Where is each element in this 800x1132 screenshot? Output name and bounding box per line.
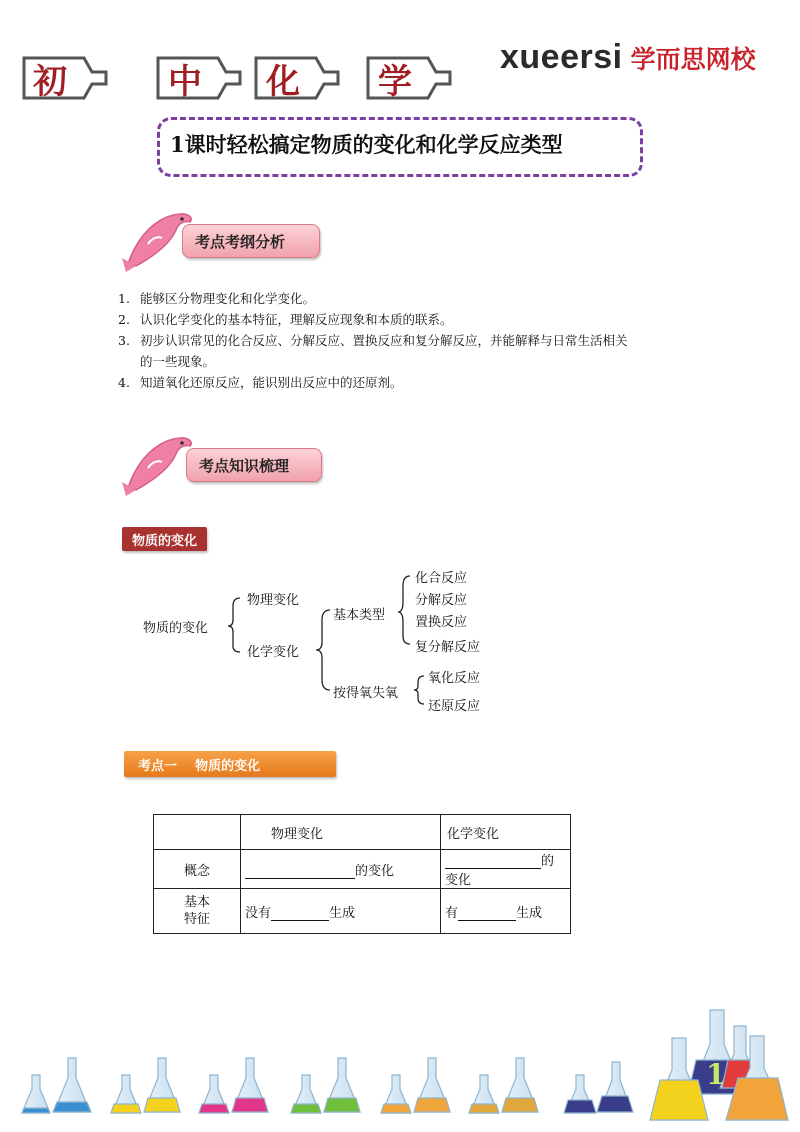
bottle-char-3: 化 (266, 62, 300, 102)
tree-type-item: 分解反应 (415, 593, 468, 608)
cell-suffix: 生成 (516, 905, 543, 921)
list-item-text: 的一些现象。 (140, 354, 216, 369)
list-item-text: 知道氧化还原反应，能识别出反应中的还原剂。 (140, 375, 403, 390)
page-number: 1 (706, 1058, 726, 1091)
tree-by-oxygen: 按得氧失氧 (333, 686, 399, 701)
table-row (154, 850, 571, 889)
list-item (118, 288, 688, 309)
point-tag (124, 751, 336, 777)
table-row (154, 815, 571, 850)
brand-latin-b: ersi (560, 38, 623, 76)
tree-physical: 物理变化 (247, 593, 300, 608)
tree-chemical: 化学变化 (247, 645, 300, 660)
section-header-knowledge (186, 448, 322, 482)
bottle-char-4: 学 (378, 62, 412, 102)
blank-field[interactable] (245, 878, 355, 879)
list-item (118, 309, 688, 330)
tree-basic-types: 基本类型 (333, 608, 386, 623)
comparison-table (153, 814, 571, 934)
tree-type-item: 化合反应 (415, 571, 468, 586)
table-header-physical: 物理变化 (241, 815, 441, 850)
table-row-label-b: 特征 (183, 912, 210, 927)
subsection-tag-label: 物质的变化 (132, 533, 198, 549)
list-item-text: 认识化学变化的基本特征，理解反应现象和本质的联系。 (140, 312, 453, 327)
tree-type-item: 置换反应 (415, 615, 468, 630)
cell-suffix: 的变化 (445, 854, 555, 888)
list-item-text: 能够区分物理变化和化学变化。 (140, 291, 316, 306)
page-title: 1课时轻松搞定物质的变化和化学反应类型 (170, 132, 563, 157)
table-row-label: 概念 (154, 850, 241, 889)
blank-field[interactable] (458, 920, 516, 921)
list-item-text: 初步认识常见的化合反应、分解反应、置换反应和复分解反应，并能解释与日常生活相关 (140, 333, 628, 348)
table-cell (241, 850, 441, 889)
bottle-char-1: 初 (33, 62, 67, 102)
brand-chinese: 学而思网校 (630, 45, 756, 74)
list-item (118, 351, 688, 372)
cell-suffix: 生成 (329, 905, 356, 921)
cell-suffix: 的变化 (355, 863, 395, 879)
brand-latin-a: xue (500, 38, 561, 76)
cell-prefix: 有 (445, 905, 459, 921)
table-row-label (154, 889, 241, 934)
list-item-number: 1. (118, 291, 130, 306)
list-item-number: 2. (118, 312, 130, 327)
bottle-char-2: 中 (168, 62, 202, 102)
point-tag-label: 考点一 物质的变化 (138, 758, 261, 774)
tree-root: 物质的变化 (143, 621, 209, 636)
list-item (118, 372, 688, 393)
cell-prefix: 没有 (245, 905, 272, 921)
tree-redox-item: 氧化反应 (428, 671, 481, 686)
blank-field[interactable] (445, 868, 541, 869)
brand-logo (500, 38, 756, 77)
table-cell (441, 889, 571, 934)
list-item-number (118, 351, 140, 372)
blank-field[interactable] (271, 920, 329, 921)
list-item-number: 3. (118, 333, 130, 348)
section-header-outline (182, 224, 320, 258)
tree-redox-item: 还原反应 (428, 699, 481, 714)
list-item-number: 4. (118, 375, 130, 390)
flask-decoration (0, 1000, 800, 1132)
subsection-tag (122, 527, 207, 551)
table-cell (441, 850, 571, 889)
table-cell (154, 815, 241, 850)
tree-type-item: 复分解反应 (415, 640, 481, 655)
table-row (154, 889, 571, 934)
section-header-knowledge-label: 考点知识梳理 (199, 456, 290, 475)
list-item (118, 330, 688, 351)
objectives-list (118, 288, 688, 393)
table-row-label-a: 基本 (183, 895, 210, 910)
table-cell (241, 889, 441, 934)
section-header-outline-label: 考点考纲分析 (195, 232, 286, 251)
table-header-chemical: 化学变化 (441, 815, 571, 850)
